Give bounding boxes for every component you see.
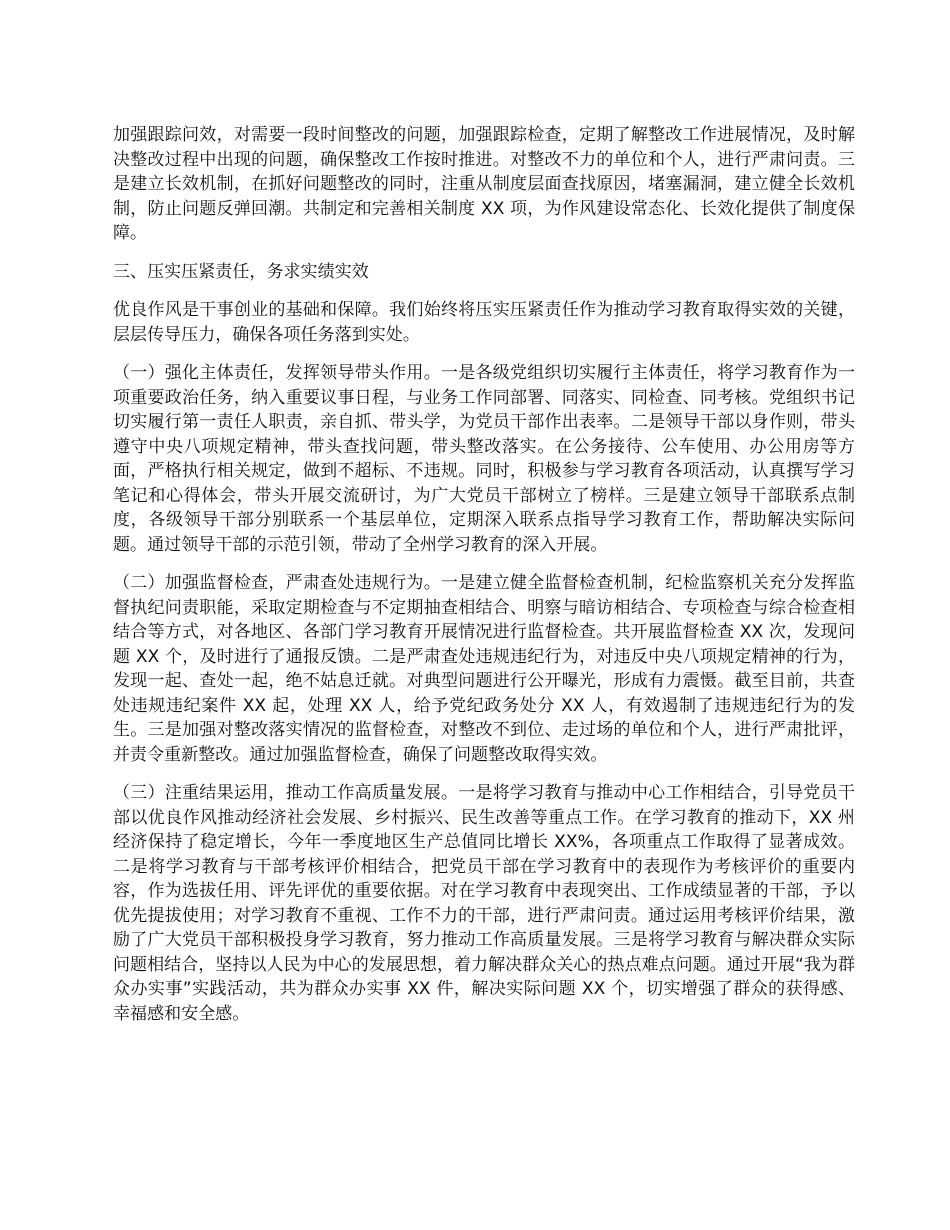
paragraph-results-application: （三）注重结果运用，推动工作高质量发展。一是将学习教育与推动中心工作相结合，引导党员干部以优良作风推动经济社会发展、乡村振兴、民生改善等重点工作。在学习教育的推动下，XX 州经济保持了稳定增长，今年一季度地区生产总值同比增长 XX%，各项重点工作取得了显著成效。二是将学习教育与干部考核评价相结合，把党员干部在学习教育中的表现作为考核评价的重要内容，作为选拔任用、评先评优的重要依据。对在学习教育中表现突出、工作成绩显著的干部，予以优先提拔使用；对学习教育不重视、工作不力的干部，进行严肃问责。通过运用考核评价结果，激励了广大党员干部积极投身学习教育，努力推动工作高质量发展。三是将学习教育与解决群众实际问题相结合，坚持以人民为中心的发展思想，着力解决群众关心的热点难点问题。通过开展“我为群众办实事”实践活动，共为群众办实事 XX 件，解决实际问题 XX 个，切实增强了群众的获得感、幸福感和安全感。 <box>113 783 856 1024</box>
paragraph-supervision-inspection: （二）加强监督检查，严肃查处违规行为。一是建立健全监督检查机制，纪检监察机关充分发挥监督执纪问责职能，采取定期检查与不定期抽查相结合、明察与暗访相结合、专项检查与综合检查相结合等方式，对各地区、各部门学习教育开展情况进行监督检查。共开展监督检查 XX 次，发现问题 XX 个，及时进行了通报反馈。二是严肃查处违规违纪行为，对违反中央八项规定精神的行为，发现一起、查处一起，绝不姑息迁就。对典型问题进行公开曝光，形成有力震慑。截至目前，共查处违规违纪案件 XX 起，处理 XX 人，给予党纪政务处分 XX 人，有效遏制了违规违纪行为的发生。三是加强对整改落实情况的监督检查，对整改不到位、走过场的单位和个人，进行严肃批评，并责令重新整改。通过加强监督检查，确保了问题整改取得实效。 <box>113 573 855 765</box>
document-body <box>113 123 855 1040</box>
paragraph-main-responsibility: （一）强化主体责任，发挥领导带头作用。一是各级党组织切实履行主体责任，将学习教育作为一项重要政治任务，纳入重要议事日程，与业务工作同部署、同落实、同检查、同考核。党组织书记切实履行第一责任人职责，亲自抓、带头学，为党员干部作出表率。二是领导干部以身作则，带头遵守中央八项规定精神，带头查找问题，带头整改落实。在公务接待、公车使用、办公用房等方面，严格执行相关规定，做到不超标、不违规。同时，积极参与学习教育各项活动，认真撰写学习笔记和心得体会，带头开展交流研讨，为广大党员干部树立了榜样。三是建立领导干部联系点制度，各级领导干部分别联系一个基层单位，定期深入联系点指导学习教育工作，帮助解决实际问题。通过领导干部的示范引领，带动了全州学习教育的深入开展。 <box>113 363 855 555</box>
paragraph-intro-responsibility: 优良作风是干事创业的基础和保障。我们始终将压实压紧责任作为推动学习教育取得实效的关键，层层传导压力，确保各项任务落到实处。 <box>113 300 855 345</box>
section-heading-responsibility: 三、压实压紧责任，务求实绩实效 <box>113 261 369 282</box>
paragraph-follow-up-accountability: 加强跟踪问效，对需要一段时间整改的问题，加强跟踪检查，定期了解整改工作进展情况，及时解决整改过程中出现的问题，确保整改工作按时推进。对整改不力的单位和个人，进行严肃问责。三是建立长效机制，在抓好问题整改的同时，注重从制度层面查找原因，堵塞漏洞，建立健全长效机制，防止问题反弹回潮。共制定和完善相关制度 XX 项，为作风建设常态化、长效化提供了制度保障。 <box>113 125 855 243</box>
